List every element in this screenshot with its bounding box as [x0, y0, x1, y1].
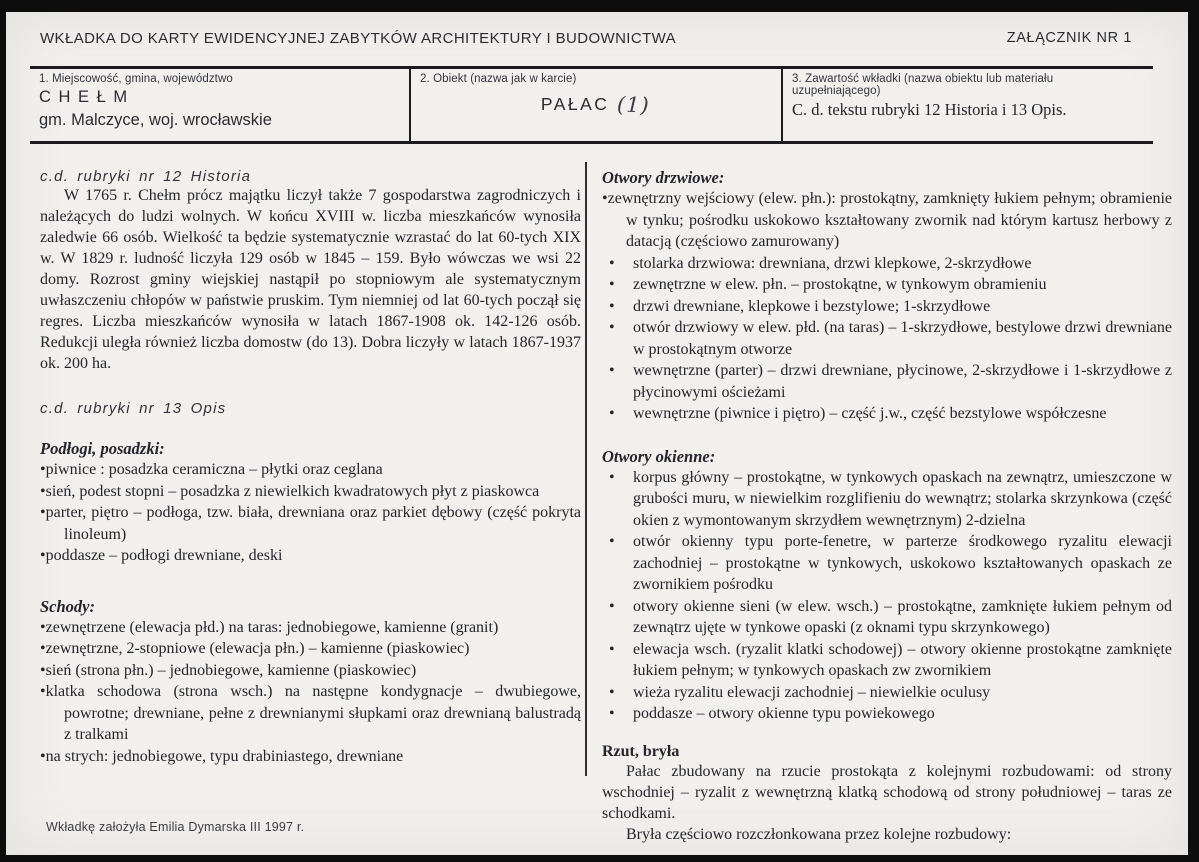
field-object-label: 2. Obiekt (nazwa jak w karcie) [420, 73, 577, 85]
list-item: • otwory okienne sieni (w elew. wsch.) – prostokątne, zamknięte łukiem pełnym od zewnątrz ujęte w tynkowe opaski (z oknami typu skrzynkowego) [602, 596, 1172, 639]
section-heading-historia: c.d. rubryki nr 12 Historia [40, 168, 252, 185]
object-name: PAŁAC [540, 94, 610, 114]
floors-heading: Podłogi, posadzki: [40, 439, 165, 458]
field-locality [30, 69, 409, 141]
list-item: • zewnętrzny wejściowy (elew. płn.): prostokątny, zamknięty łukiem pełnym; obramienie w tynku; pośrodku uskokowo kształtowany zwornik nad którym kartusz herbowy z datacją (częściowo zamurowany) [602, 188, 1172, 253]
list-item: • drzwi drewniane, klepkowe i bezstylowe; 1-skrzydłowe [602, 296, 1172, 318]
list-item: • poddasze – podłogi drewniane, deski [40, 545, 581, 567]
list-item: • stolarka drzwiowa: drewniana, drzwi klepkowe, 2-skrzydłowe [602, 253, 1172, 275]
locality-commune: gm. Malczyce, woj. wrocławskie [39, 111, 272, 129]
field-locality-label: 1. Miejscowość, gmina, województwo [39, 73, 233, 85]
locality-name: C H E Ł M [39, 88, 129, 106]
object-name-row [420, 93, 771, 117]
plan-heading: Rzut, bryła [602, 742, 680, 760]
right-column [602, 160, 1172, 845]
historia-paragraph: W 1765 r. Chełm prócz majątku liczył także 7 gospodarstwa zagrodniczych i należących do ludzi wolnych. W końcu XVIII w. liczba mieszkańców wynosiła zaledwie 66 osób. Wielkość ta będzie systematycznie wzrastać do lat 60-tych XIX w. W 1829 r. ludność liczyła 129 osób w 1845 – 159. Było wówczas we wsi 22 domy. Rozrost gminy wiejskiej nastąpił po stopniowym ale systematycznym uwłaszczeniu chłopów w państwie pruskim. Tym niemniej od lat 60-tych począł się regres. Liczba mieszkańców wynosiła w latach 1867-1908 ok. 142-126 osób. Redukcji uległa również liczba domostw (do 13). Dobra liczyły w latach 1867-1937 ok. 200 ha. [40, 187, 581, 372]
footer-note: Wkładkę założyła Emilia Dymarska III 1997 r. [46, 820, 305, 834]
left-column [40, 160, 581, 767]
attachment-label: ZAŁĄCZNIK NR 1 [1006, 30, 1132, 46]
list-item: • elewacja wsch. (ryzalit klatki schodowej) – otwory okienne prostokątne zamknięte łukiem pełnym; w tynkowych opaskach zw zwornikiem [602, 639, 1172, 682]
list-item: • zewnętrzene (elewacja płd.) na taras: jednobiegowe, kamienne (granit) [40, 617, 581, 639]
plan-paragraph-1: Pałac zbudowany na rzucie prostokąta z kolejnymi rozbudowami: od strony wschodniej – ryzalit z wewnętrzną klatką schodową od strony południowej – taras ze schodkami. [602, 762, 1172, 822]
list-item: • otwór okienny typu porte-fenetre, w parterze środkowego ryzalitu elewacji zachodniej – prostokątne w tynkowych, uskokowo kształtowanych opaskach ze zwornikiem pośrodku [602, 531, 1172, 596]
stairs-list [40, 617, 581, 768]
list-item: • klatka schodowa (strona wsch.) na następne kondygnacje – dwubiegowe, powrotne; drewniane, pełne z drewnianymi słupkami oraz drewnianą balustradą z tralkami [40, 681, 581, 746]
list-item: • otwór drzwiowy w elew. płd. (na taras) – 1-skrzydłowe, bestylowe drzwi drewniane w prostokątnym otworze [602, 317, 1172, 360]
list-item: • wieża ryzalitu elewacji zachodniej – niewielkie oculusy [602, 682, 1172, 704]
field-contents [781, 69, 1153, 141]
windows-heading: Otwory okienne: [602, 446, 716, 466]
document-page [6, 12, 1188, 855]
list-item: • sień, podest stopni – posadzka z niewielkich kwadratowych płyt z piaskowca [40, 481, 581, 503]
column-divider [585, 162, 587, 776]
list-item: • wewnętrzne (parter) – drzwi drewniane, płycinowe, 2-skrzydłowe i 1-skrzydłowe z płycinowymi ościeżami [602, 360, 1172, 403]
document-title: WKŁADKA DO KARTY EWIDENCYJNEJ ZABYTKÓW ARCHITEKTURY I BUDOWNICTWA [40, 30, 677, 47]
windows-list [602, 467, 1172, 725]
header-fields-table [30, 66, 1153, 144]
handwritten-number: (1) [617, 92, 651, 118]
field-contents-label: 3. Zawartość wkładki (nazwa obiektu lub materiału uzupełniającego) [792, 73, 1054, 97]
plan-paragraph-2: Bryła częściowo rozczłonkowana przez kolejne rozbudowy: [626, 825, 1012, 843]
list-item: • poddasze – otwory okienne typu powiekowego [602, 703, 1172, 725]
list-item: • zewnętrzne, 2-stopniowe (elewacja płn.) – kamienne (piaskowiec) [40, 638, 581, 660]
doors-list [602, 188, 1172, 425]
field-contents-value: C. d. tekstu rubryki 12 Historia i 13 Opis. [792, 100, 1067, 119]
doors-heading: Otwory drzwiowe: [602, 168, 725, 187]
field-object [409, 69, 781, 141]
list-item: • korpus główny – prostokątne, w tynkowych opaskach na zewnątrz, umieszczone w grubości muru, w niewielkim rozglifieniu do wewnątrz; stolarka skrzynkowa (część okien z wymontowanym skrzydłem wewnętrznym) 2-dzielna [602, 467, 1172, 532]
list-item: • sień (strona płn.) – jednobiegowe, kamienne (piaskowiec) [40, 660, 581, 682]
list-item: • na strych: jednobiegowe, typu drabiniastego, drewniane [40, 746, 581, 768]
list-item: • zewnętrzne w elew. płn. – prostokątne, w tynkowym obramieniu [602, 274, 1172, 296]
floors-list [40, 459, 581, 567]
list-item: • parter, piętro – podłoga, tzw. biała, drewniana oraz parkiet dębowy (część pokryta linoleum) [40, 502, 581, 545]
list-item: • wewnętrzne (piwnice i piętro) – część j.w., część bezstylowe współczesne [602, 403, 1172, 425]
list-item: • piwnice : posadzka ceramiczna – płytki oraz ceglana [40, 459, 581, 481]
section-heading-opis: c.d. rubryki nr 13 Opis [40, 400, 227, 417]
stairs-heading: Schody: [40, 596, 95, 616]
